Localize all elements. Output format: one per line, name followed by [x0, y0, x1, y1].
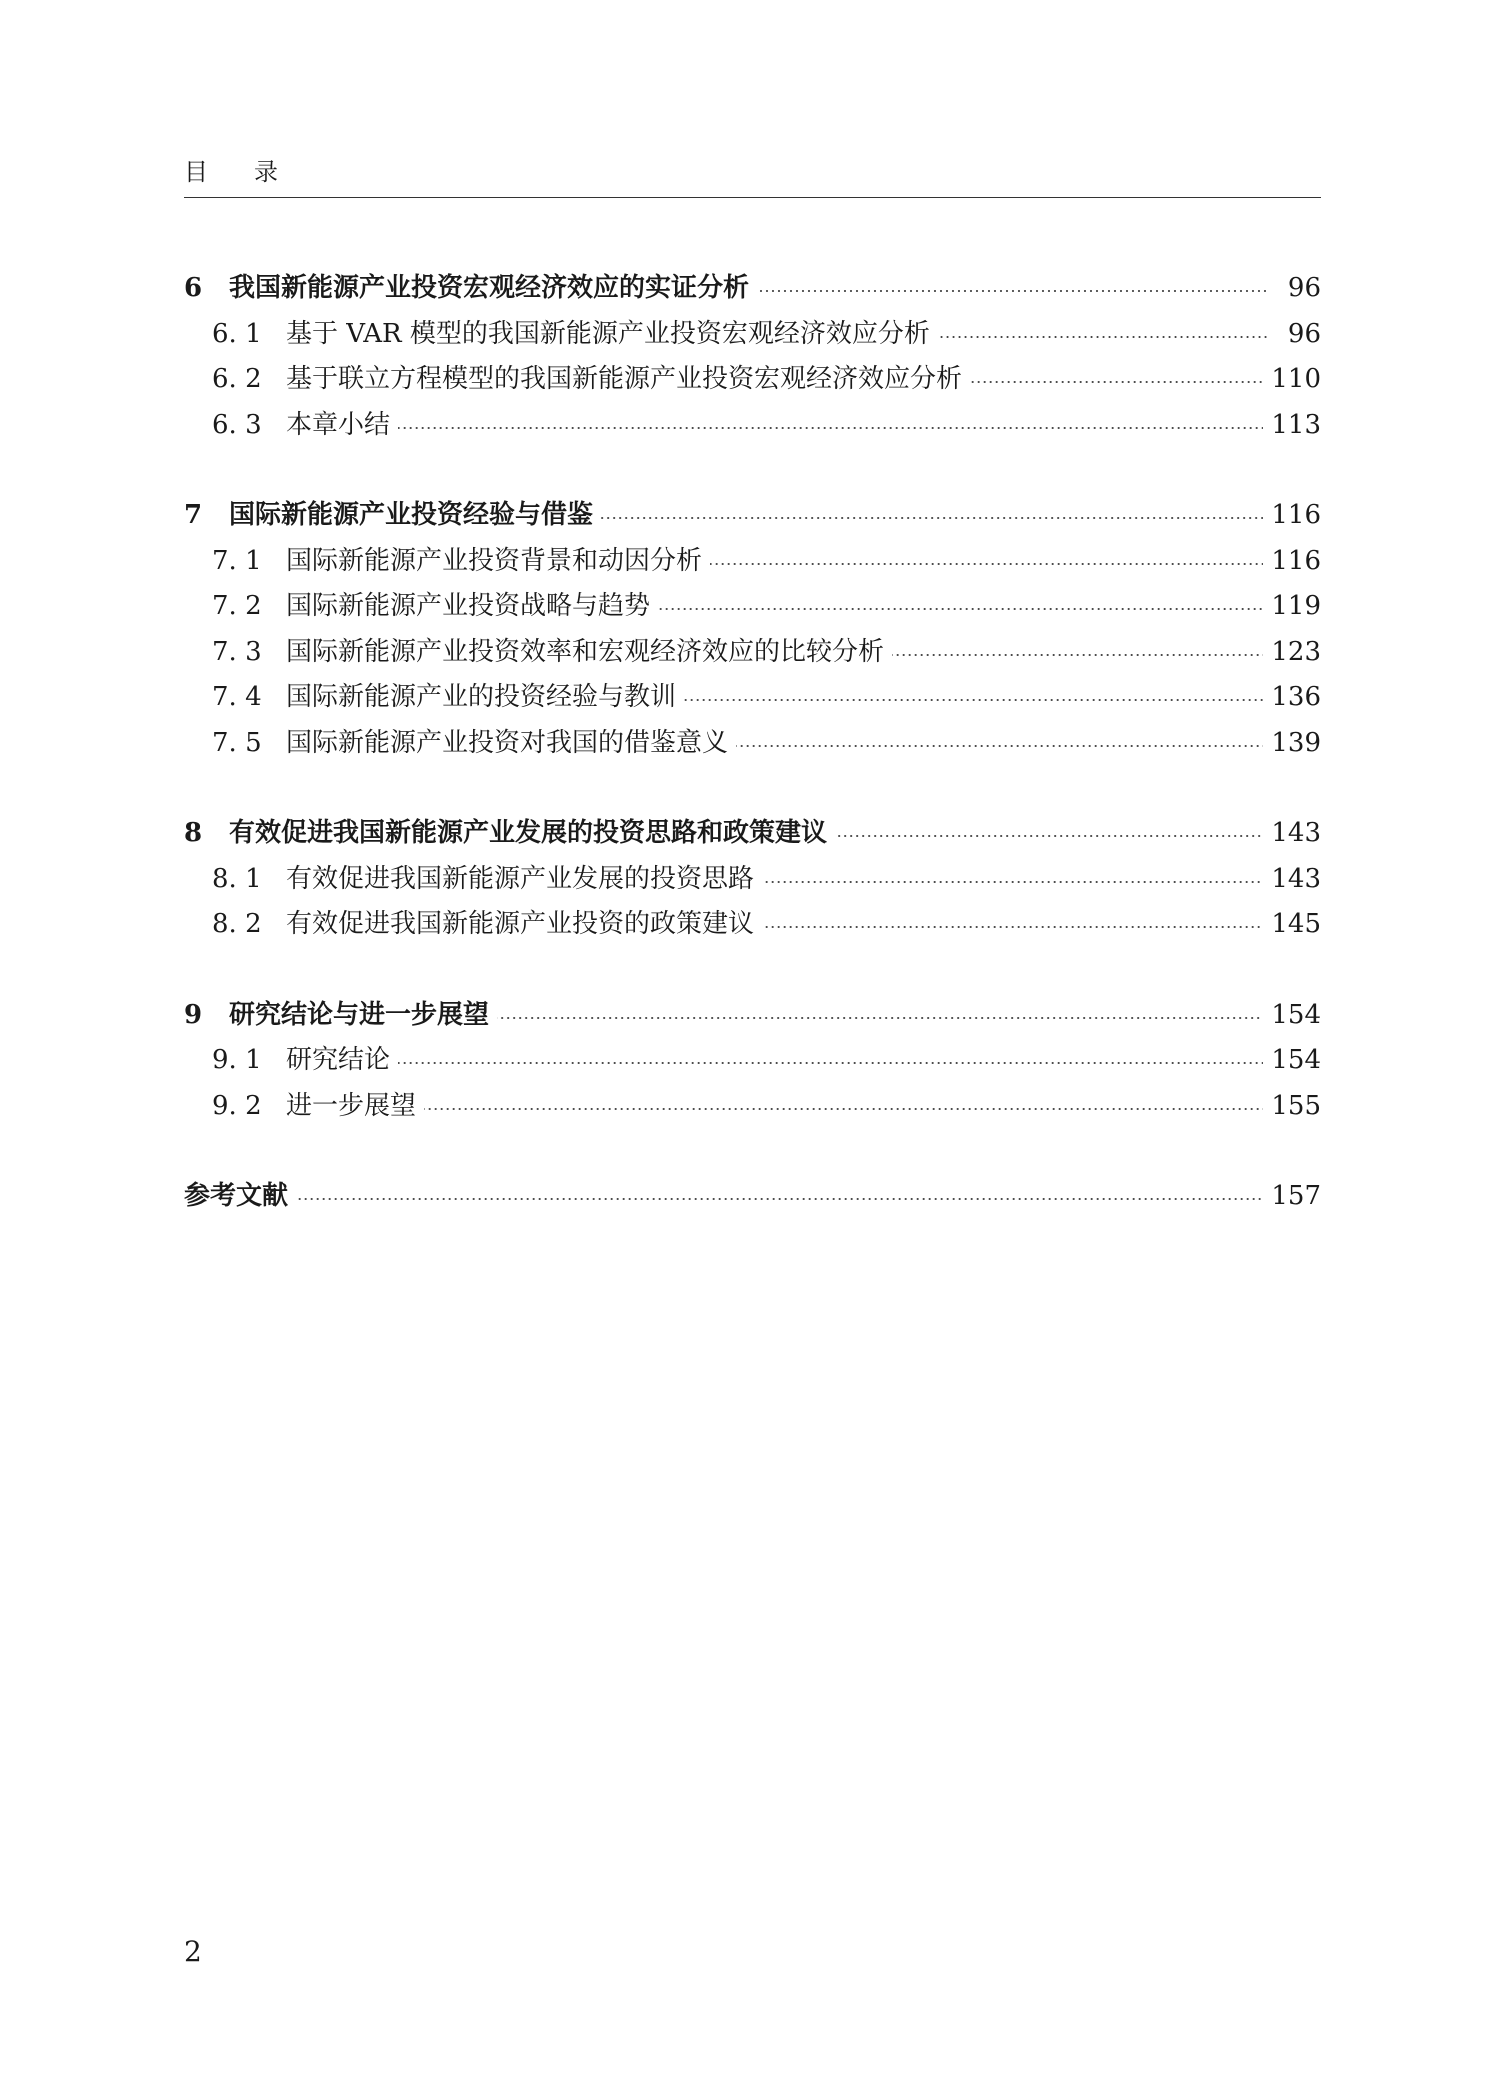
toc-section-9-1[interactable] [184, 1038, 1321, 1084]
toc-section-6-3[interactable] [184, 403, 1321, 449]
toc-section-8-2[interactable] [184, 902, 1321, 948]
toc-section-6-1[interactable] [184, 312, 1321, 358]
page-number: 143 [1271, 818, 1321, 848]
section-number: 7. 4 [212, 682, 262, 712]
section-number: 8. 2 [212, 909, 262, 939]
folio-page-number: 2 [184, 1935, 202, 1968]
toc-section-7-2[interactable] [184, 584, 1321, 630]
section-title: 国际新能源产业投资背景和动因分析 [286, 545, 703, 576]
references-title: 参考文献 [184, 1181, 289, 1211]
page-number: 143 [1271, 863, 1321, 894]
section-number: 9. 2 [212, 1090, 262, 1121]
page-number: 123 [1271, 636, 1321, 667]
page-number: 145 [1271, 909, 1321, 939]
toc-chapter-9[interactable] [184, 993, 1321, 1039]
chapter-number: 6 [184, 273, 203, 303]
dot-leader [757, 290, 1269, 292]
dot-leader [970, 381, 1263, 383]
section-number: 6. 1 [212, 318, 262, 349]
toc-section-7-5[interactable] [184, 721, 1321, 767]
running-head-char-2: 录 [254, 158, 278, 186]
page-number: 96 [1287, 273, 1321, 303]
page-number: 139 [1271, 727, 1321, 758]
section-title: 本章小结 [286, 409, 391, 440]
page-number: 154 [1271, 1045, 1321, 1075]
toc-section-7-3[interactable] [184, 630, 1321, 676]
chapter-number: 9 [184, 999, 203, 1030]
toc-section-6-2[interactable] [184, 357, 1321, 403]
section-title: 国际新能源产业投资战略与趋势 [286, 591, 651, 621]
chapter-number: 7 [184, 500, 203, 530]
chapter-title: 研究结论与进一步展望 [229, 999, 490, 1030]
toc-section-7-1[interactable] [184, 539, 1321, 585]
dot-leader [892, 654, 1263, 656]
page-number: 119 [1271, 591, 1321, 621]
section-number: 7. 1 [212, 545, 262, 576]
toc-chapter-7[interactable] [184, 493, 1321, 539]
page-number: 96 [1287, 318, 1321, 349]
dot-leader [736, 745, 1263, 747]
toc-references[interactable] [184, 1174, 1321, 1220]
page-number: 116 [1271, 545, 1321, 576]
section-number: 6. 2 [212, 364, 262, 394]
dot-leader [710, 563, 1263, 565]
page-number: 154 [1271, 999, 1321, 1030]
dot-leader [762, 881, 1263, 883]
section-number: 6. 3 [212, 409, 262, 440]
section-title: 基于联立方程模型的我国新能源产业投资宏观经济效应分析 [286, 364, 963, 394]
toc-section-8-1[interactable] [184, 857, 1321, 903]
dot-leader [684, 699, 1263, 701]
page-number: 136 [1271, 682, 1321, 712]
page-number: 155 [1271, 1090, 1321, 1121]
dot-leader [497, 1017, 1263, 1019]
running-head-char-1: 目 [184, 158, 208, 186]
dot-leader [938, 336, 1269, 338]
section-number: 7. 3 [212, 636, 262, 667]
section-title: 有效促进我国新能源产业发展的投资思路 [286, 863, 755, 894]
dot-leader [398, 1062, 1263, 1064]
section-number: 7. 2 [212, 591, 262, 621]
section-title: 进一步展望 [286, 1090, 417, 1121]
chapter-title: 国际新能源产业投资经验与借鉴 [229, 500, 594, 530]
page-number: 116 [1271, 500, 1321, 530]
section-title: 有效促进我国新能源产业投资的政策建议 [286, 909, 755, 939]
section-title: 研究结论 [286, 1045, 391, 1075]
table-of-contents [184, 266, 1321, 1220]
section-title: 国际新能源产业的投资经验与教训 [286, 682, 677, 712]
chapter-title: 我国新能源产业投资宏观经济效应的实证分析 [229, 273, 750, 303]
chapter-gap [184, 1129, 1321, 1174]
section-number: 9. 1 [212, 1045, 262, 1075]
running-head [184, 152, 278, 187]
dot-leader [296, 1198, 1263, 1200]
dot-leader [762, 926, 1263, 928]
dot-leader [601, 517, 1263, 519]
toc-chapter-6[interactable] [184, 266, 1321, 312]
toc-section-9-2[interactable] [184, 1084, 1321, 1130]
toc-chapter-8[interactable] [184, 811, 1321, 857]
chapter-gap [184, 766, 1321, 811]
section-title: 国际新能源产业投资效率和宏观经济效应的比较分析 [286, 636, 885, 667]
section-title: 国际新能源产业投资对我国的借鉴意义 [286, 727, 729, 758]
page-number: 110 [1271, 364, 1321, 394]
section-title: 基于 VAR 模型的我国新能源产业投资宏观经济效应分析 [286, 318, 930, 349]
chapter-gap [184, 948, 1321, 993]
chapter-number: 8 [184, 818, 203, 848]
dot-leader [658, 608, 1263, 610]
section-number: 8. 1 [212, 863, 262, 894]
dot-leader [424, 1108, 1263, 1110]
header-rule [184, 197, 1321, 198]
dot-leader [835, 835, 1263, 837]
dot-leader [398, 427, 1263, 429]
toc-section-7-4[interactable] [184, 675, 1321, 721]
chapter-gap [184, 448, 1321, 493]
section-number: 7. 5 [212, 727, 262, 758]
page-number: 113 [1271, 409, 1321, 440]
chapter-title: 有效促进我国新能源产业发展的投资思路和政策建议 [229, 818, 828, 848]
page-number: 157 [1271, 1181, 1321, 1211]
